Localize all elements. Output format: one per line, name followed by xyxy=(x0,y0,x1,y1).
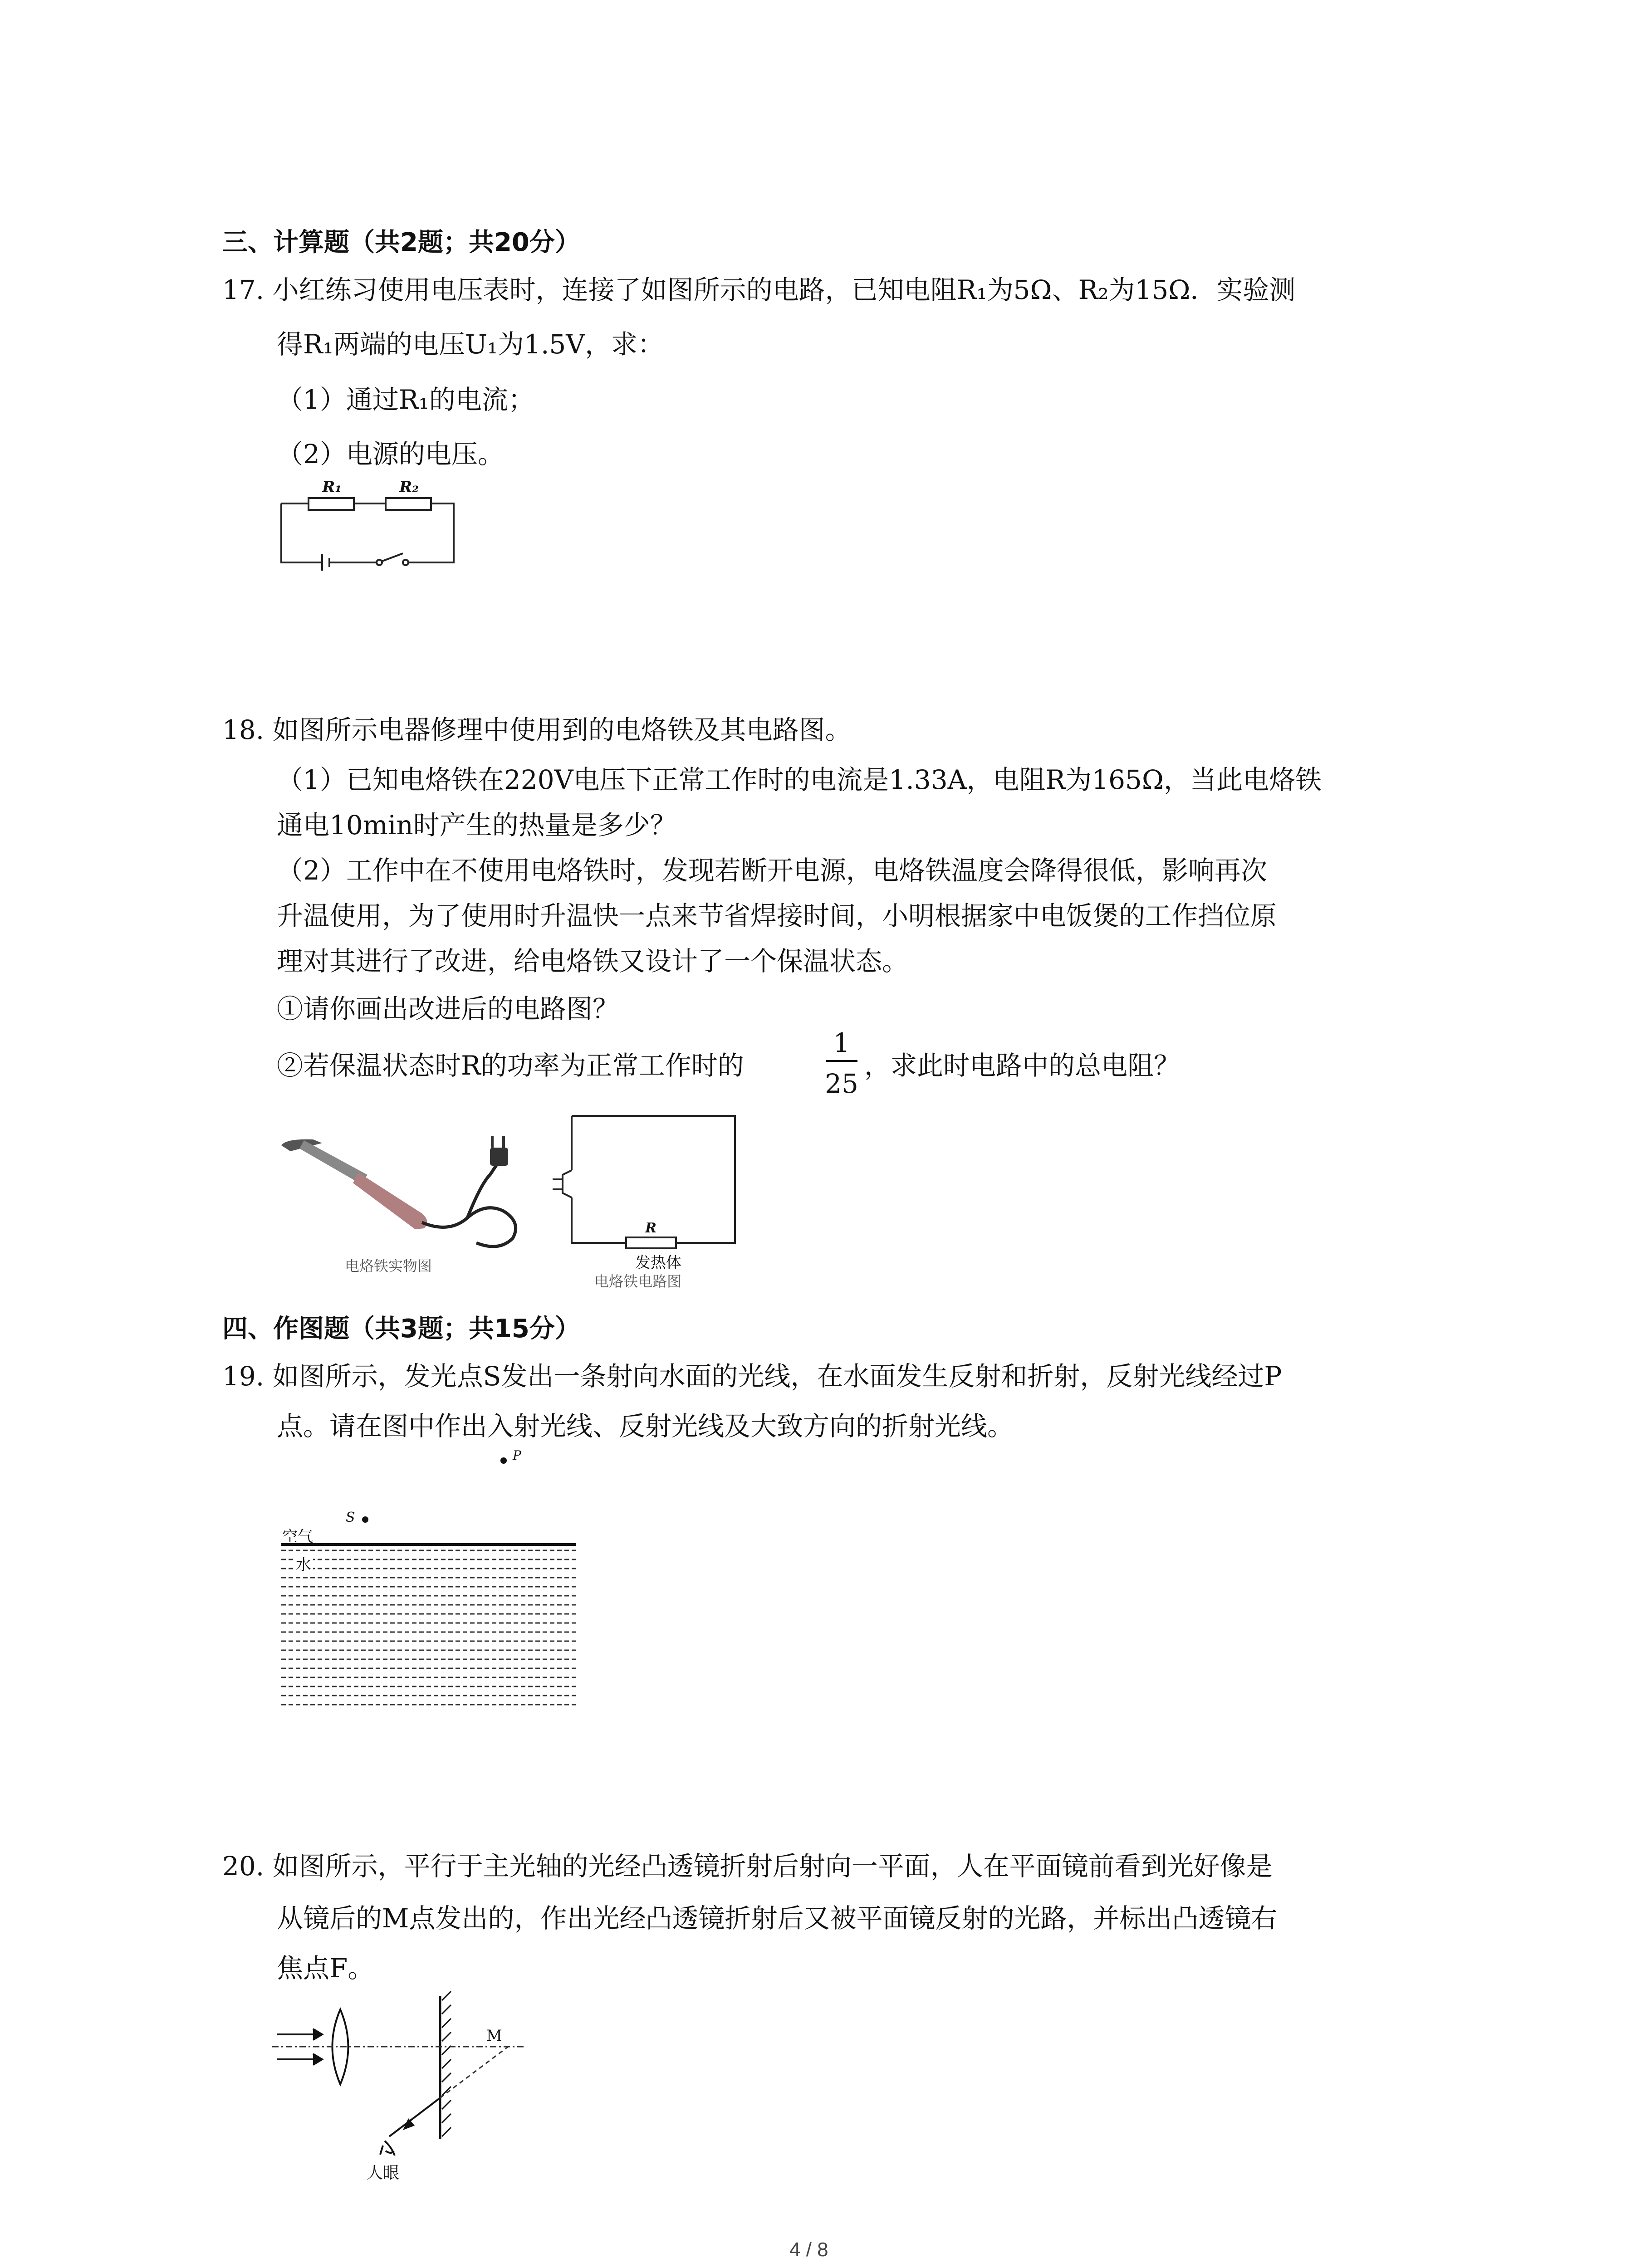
fraction-denominator: 25 xyxy=(825,1068,858,1099)
label-r2: R₂ xyxy=(399,478,419,496)
caption-photo: 电烙铁实物图 xyxy=(345,1257,432,1275)
section-calc-title: 三、计算题（共2题；共20分） xyxy=(222,228,580,257)
q20-line3: 焦点F。 xyxy=(277,1953,374,1984)
label-s: S xyxy=(346,1510,355,1525)
label-r1: R₁ xyxy=(322,478,342,496)
section-draw-title: 四、作图题（共3题；共15分） xyxy=(222,1314,580,1344)
resistor-r1 xyxy=(309,498,354,510)
q19-line1: 19. 如图所示，发光点S发出一条射向水面的光线，在水面发生反射和折射，反射光线经过P xyxy=(222,1361,1282,1392)
q18-p1-line1: （1）已知电烙铁在220V电压下正常工作时的电流是1.33A，电阻R为165Ω，当此电烙铁 xyxy=(277,764,1322,795)
q18-line1: 18. 如图所示电器修理中使用到的电烙铁及其电路图。 xyxy=(222,714,852,745)
reflected-ray xyxy=(389,2098,440,2136)
q20-line2: 从镜后的M点发出的，作出光经凸透镜折射后又被平面镜反射的光路，并标出凸透镜右 xyxy=(277,1903,1278,1934)
q18-c1: ①请你画出改进后的电路图？ xyxy=(277,993,619,1024)
q17-line1: 17. 小红练习使用电压表时，连接了如图所示的电路，已知电阻R₁为5Ω、R₂为15Ω．实验测 xyxy=(222,274,1296,305)
label-air: 空气 xyxy=(282,1528,313,1546)
point-p xyxy=(500,1457,507,1464)
q18-p2-line3: 理对其进行了改进，给电烙铁又设计了一个保温状态。 xyxy=(277,946,909,977)
q19-line2: 点。请在图中作出入射光线、反射光线及大致方向的折射光线。 xyxy=(277,1411,1014,1442)
q18-p2-line1: （2）工作中在不使用电烙铁时，发现若断开电源，电烙铁温度会降得很低，影响再次 xyxy=(277,855,1267,886)
q18-c2-b: ，求此时电路中的总电阻？ xyxy=(864,1050,1181,1081)
soldering-iron-photo xyxy=(277,1120,540,1275)
q17-line2: 得R₁两端的电压U₁为1.5V，求： xyxy=(277,329,664,360)
water-surface-figure xyxy=(272,1448,590,1724)
q17-sub2: （2）电源的电压。 xyxy=(277,439,504,469)
q17-sub1: （1）通过R₁的电流； xyxy=(277,384,534,415)
soldering-iron-circuit xyxy=(544,1107,744,1288)
fraction-bar xyxy=(826,1060,857,1062)
label-m: M xyxy=(486,2027,502,2045)
page-number: 4 / 8 xyxy=(789,2239,828,2261)
switch-blade xyxy=(381,553,403,562)
fraction-numerator: 1 xyxy=(833,1027,850,1058)
caption-circuit: 电烙铁电路图 xyxy=(594,1273,682,1290)
q18-c2-a: ②若保温状态时R的功率为正常工作时的 xyxy=(277,1050,744,1081)
q20-line1: 20. 如图所示，平行于主光轴的光经凸透镜折射后射向一平面，人在平面镜前看到光好像是 xyxy=(222,1851,1273,1882)
label-eye: 人眼 xyxy=(367,2164,400,2182)
point-s xyxy=(362,1516,368,1523)
q17-circuit-figure xyxy=(272,476,463,576)
label-heater: 发热体 xyxy=(635,1254,681,1272)
label-p: P xyxy=(513,1448,521,1463)
lens-mirror-figure xyxy=(272,1991,544,2186)
q18-p2-line2: 升温使用，为了使用时升温快一点来节省焊接时间，小明根据家中电饭煲的工作挡位原 xyxy=(277,900,1277,931)
label-r: R xyxy=(645,1220,656,1236)
eye-icon xyxy=(380,2141,395,2156)
label-water: 水 xyxy=(294,1552,313,1574)
resistor-r2 xyxy=(386,498,431,510)
q18-p1-line2: 通电10min时产生的热量是多少？ xyxy=(277,810,676,841)
